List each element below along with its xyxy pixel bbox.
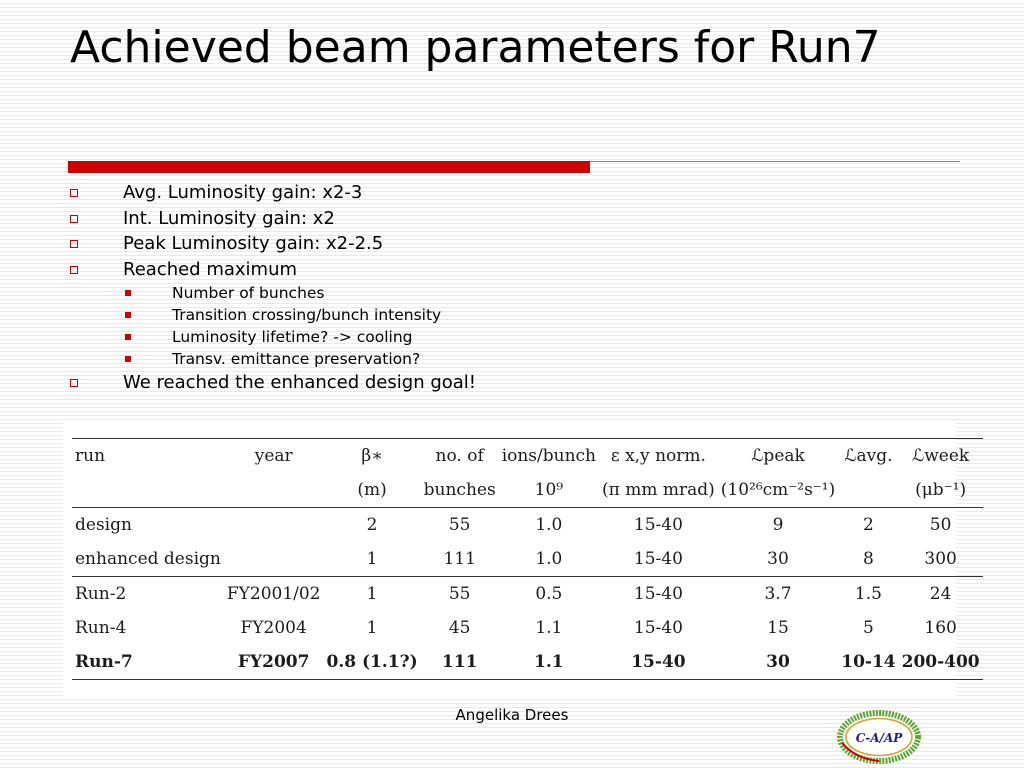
table-cell: 160 xyxy=(924,618,957,638)
beam-parameters-table xyxy=(72,438,983,680)
table-cell: 55 xyxy=(421,577,499,612)
footer-author: Angelika Drees xyxy=(455,706,569,724)
table-cell: ε x,y norm. xyxy=(599,439,718,474)
table-cell: ℒpeak xyxy=(718,439,838,474)
bullet-item xyxy=(68,206,476,232)
table-cell: 30 xyxy=(767,549,789,569)
table-cell: 15-40 xyxy=(599,508,718,543)
table-cell: 2 xyxy=(838,508,898,543)
table-cell: 15-40 xyxy=(599,645,718,680)
table-cell: FY2007 xyxy=(224,645,324,680)
table-cell: 1 xyxy=(324,577,421,612)
hollow-square-bullet-icon xyxy=(70,215,78,223)
table-cell: 1.0 xyxy=(535,549,563,569)
sub-bullet-text: Number of bunches xyxy=(172,284,325,302)
table-cell: 1.0 xyxy=(499,508,599,543)
table-cell: year xyxy=(224,439,324,474)
bullet-item xyxy=(68,180,476,206)
table-cell: 45 xyxy=(448,618,471,638)
sub-bullet-text: Transition crossing/bunch intensity xyxy=(172,306,442,324)
table-cell: 1 xyxy=(366,549,378,569)
table-cell: ℒweek xyxy=(899,439,983,474)
sub-bullet-text: Luminosity lifetime? -> cooling xyxy=(172,328,413,346)
table-row xyxy=(72,542,983,577)
table-row xyxy=(72,508,983,543)
table-cell: 300 xyxy=(924,549,957,569)
table-cell xyxy=(72,473,224,508)
table-cell: (π mm mrad) xyxy=(602,480,715,500)
sub-bullet-item xyxy=(68,348,476,370)
filled-square-bullet-icon xyxy=(125,312,131,318)
bullet-text: Avg. Luminosity gain: x2-3 xyxy=(123,182,363,203)
table-cell: 9 xyxy=(718,508,838,543)
table-cell: bunches xyxy=(423,480,496,500)
table-cell: Run-2 xyxy=(72,577,224,612)
hollow-square-bullet-icon xyxy=(70,266,78,274)
filled-square-bullet-icon xyxy=(125,334,131,340)
table-cell xyxy=(838,473,898,508)
table-panel xyxy=(63,420,980,696)
table-cell: design xyxy=(72,508,224,543)
table-cell: 24 xyxy=(899,577,983,612)
table-cell: 200-400 xyxy=(899,645,983,680)
sub-bullet-item xyxy=(68,326,476,348)
table-cell: 1.5 xyxy=(838,577,898,612)
table-cell: 111 xyxy=(421,645,499,680)
table-row xyxy=(72,645,983,680)
table-cell: ions/bunch xyxy=(499,439,599,474)
sub-bullet-item xyxy=(68,304,476,326)
table-cell: 1.1 xyxy=(535,618,563,638)
logo-text: C-A/AP xyxy=(855,731,903,745)
table-cell: Run-4 xyxy=(75,618,127,638)
table-cell: (m) xyxy=(357,480,387,500)
sub-bullet-item xyxy=(68,282,476,304)
table-cell: β∗ xyxy=(324,439,421,474)
bullet-item xyxy=(68,231,476,257)
table-cell: FY2001/02 xyxy=(224,577,324,612)
table-cell: 1 xyxy=(366,618,378,638)
table-cell: (10²⁶cm⁻²s⁻¹) xyxy=(720,480,836,500)
table-cell: 15-40 xyxy=(599,577,718,612)
table-cell: ℒavg. xyxy=(838,439,898,474)
table-cell: 15 xyxy=(767,618,789,638)
bullet-text: Int. Luminosity gain: x2 xyxy=(123,207,335,229)
table-cell: 2 xyxy=(324,508,421,543)
table-units-row xyxy=(72,473,983,508)
table-cell: 55 xyxy=(421,508,499,543)
slide-title: Achieved beam parameters for Run7 xyxy=(70,22,881,73)
bullet-item xyxy=(68,370,476,396)
table-cell xyxy=(224,473,324,508)
bullet-list xyxy=(68,180,476,396)
table-cell: 3.7 xyxy=(718,577,838,612)
bullet-text: Reached maximum xyxy=(123,258,298,280)
bullet-text: We reached the enhanced design goal! xyxy=(123,372,477,393)
hollow-square-bullet-icon xyxy=(70,189,78,197)
table-cell: (μb⁻¹) xyxy=(915,480,967,500)
table-cell: run xyxy=(72,439,224,474)
table-cell: FY2004 xyxy=(240,618,307,638)
filled-square-bullet-icon xyxy=(125,290,131,296)
c-a-ap-logo xyxy=(836,709,922,765)
table-cell: 5 xyxy=(863,618,874,638)
table-cell: 50 xyxy=(899,508,983,543)
hollow-square-bullet-icon xyxy=(70,379,78,387)
table-cell: no. of xyxy=(421,439,499,474)
table-cell: 10⁹ xyxy=(534,480,564,500)
table-row xyxy=(72,577,983,612)
bullet-text: Peak Luminosity gain: x2-2.5 xyxy=(123,233,384,254)
table-cell: Run-7 xyxy=(72,645,224,680)
table-cell: 15-40 xyxy=(633,618,683,638)
table-cell: 8 xyxy=(863,549,874,569)
filled-square-bullet-icon xyxy=(125,356,131,362)
table-cell: 0.8 (1.1?) xyxy=(324,645,421,680)
table-cell xyxy=(224,542,324,577)
table-cell: 0.5 xyxy=(499,577,599,612)
table-cell: enhanced design xyxy=(75,549,221,569)
table-row xyxy=(72,611,983,645)
table-cell: 1.1 xyxy=(499,645,599,680)
table-cell: 10-14 xyxy=(838,645,898,680)
hollow-square-bullet-icon xyxy=(70,240,78,248)
table-cell: 30 xyxy=(718,645,838,680)
table-header-row xyxy=(72,439,983,474)
title-rule-red xyxy=(68,161,590,173)
sub-bullet-text: Transv. emittance preservation? xyxy=(172,350,421,368)
table-cell: 111 xyxy=(443,549,476,569)
bullet-item xyxy=(68,257,476,283)
table-cell: 15-40 xyxy=(633,549,683,569)
table-cell xyxy=(224,508,324,543)
title-rule-thin xyxy=(590,161,960,162)
